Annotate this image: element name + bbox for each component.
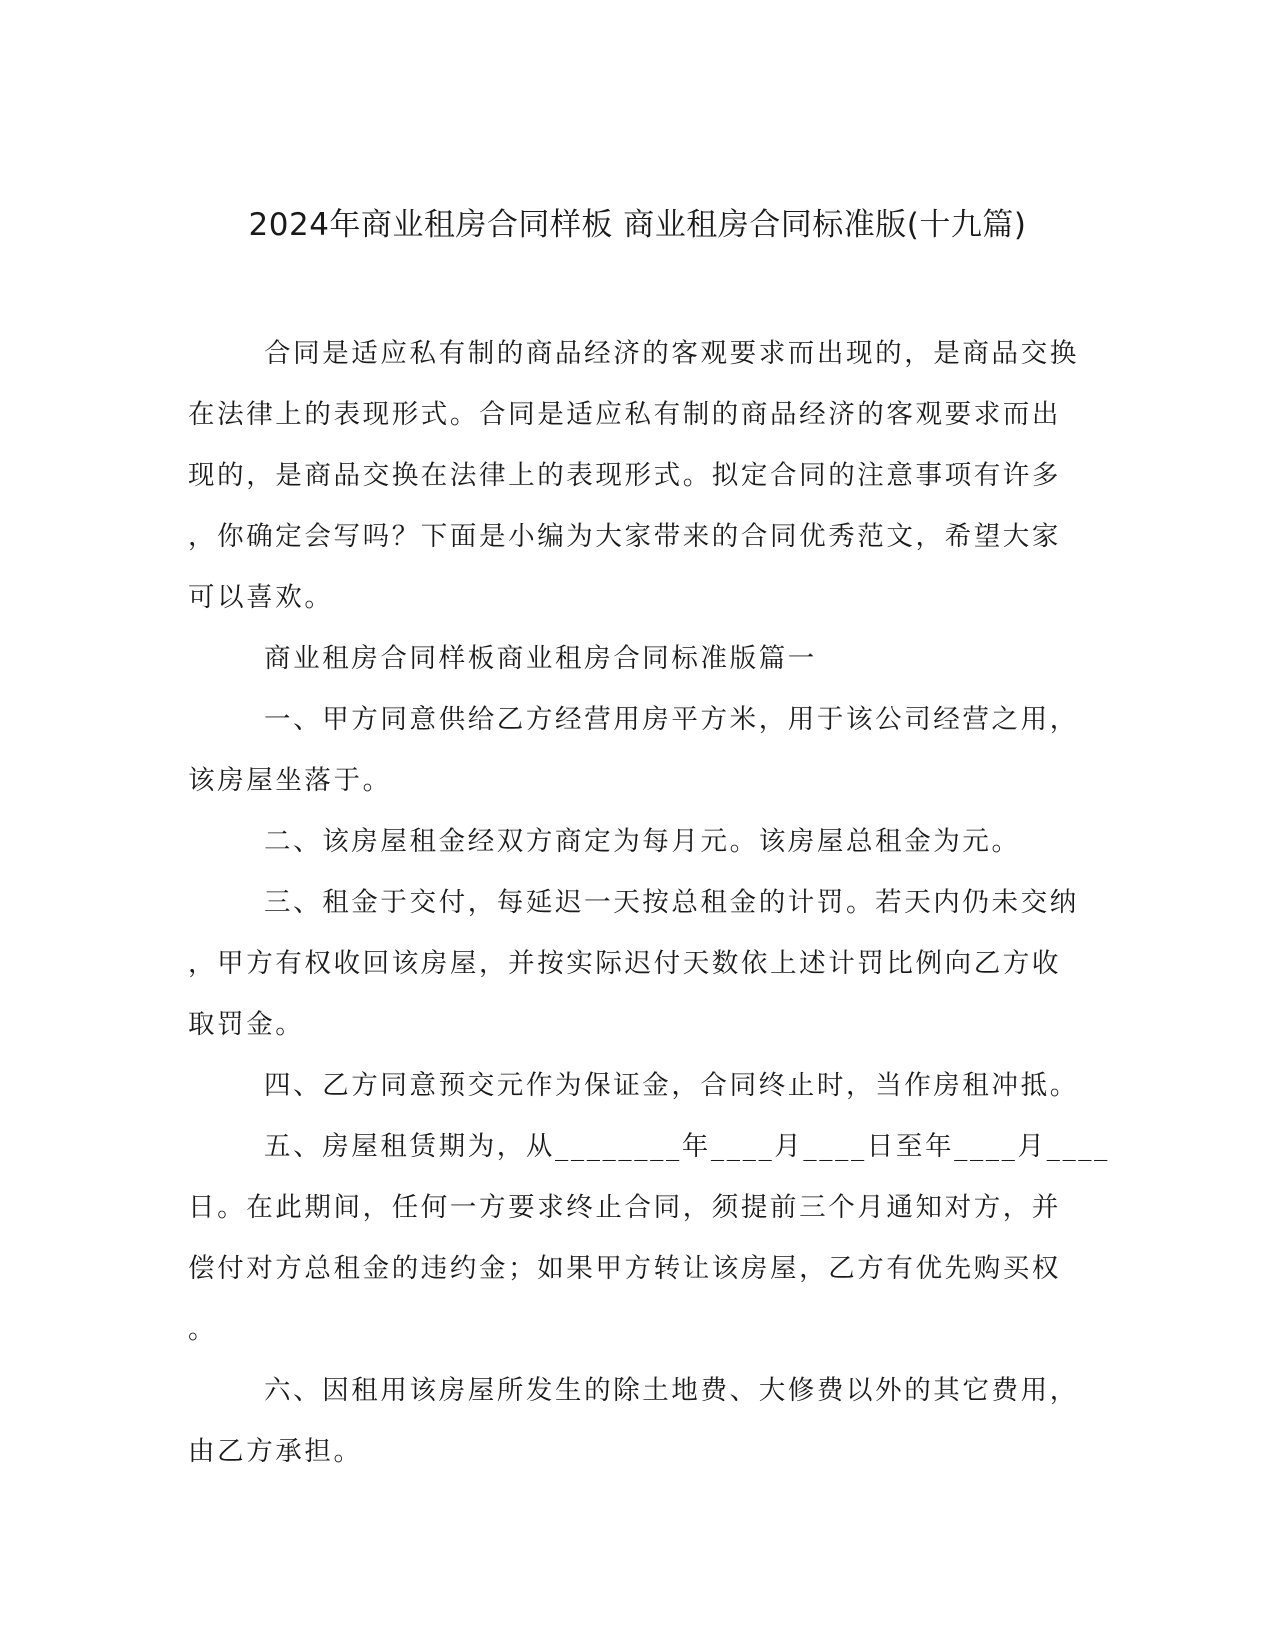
body-text-line: 合同是适应私有制的商品经济的客观要求而出现的，是商品交换 xyxy=(264,338,1079,369)
document-title: 2024年商业租房合同样板 商业租房合同标准版(十九篇) xyxy=(248,207,1027,243)
body-text-line: ，甲方有权收回该房屋，并按实际迟付天数依上述计罚比例向乙方收 xyxy=(188,948,1061,979)
body-text-line: 取罚金。 xyxy=(188,1009,305,1040)
body-text-line: 商业租房合同样板商业租房合同标准版篇一 xyxy=(264,643,817,674)
body-text-line: 现的，是商品交换在法律上的表现形式。拟定合同的注意事项有许多 xyxy=(188,460,1061,491)
body-text-line: 二、该房屋租金经双方商定为每月元。该房屋总租金为元。 xyxy=(264,826,1021,857)
body-text-line: 该房屋坐落于。 xyxy=(188,765,392,796)
body-text-line: ，你确定会写吗？下面是小编为大家带来的合同优秀范文，希望大家 xyxy=(188,521,1061,552)
body-text-line: 由乙方承担。 xyxy=(188,1436,363,1467)
body-text-line: 在法律上的表现形式。合同是适应私有制的商品经济的客观要求而出 xyxy=(188,399,1061,430)
body-text-line: 日。在此期间，任何一方要求终止合同，须提前三个月通知对方，并 xyxy=(188,1192,1061,1223)
body-text-line: 三、租金于交付，每延迟一天按总租金的计罚。若天内仍未交纳 xyxy=(264,887,1079,918)
body-text-line: 偿付对方总租金的违约金；如果甲方转让该房屋，乙方有优先购买权 xyxy=(188,1253,1061,1284)
body-text-line: 一、甲方同意供给乙方经营用房平方米，用于该公司经营之用， xyxy=(264,704,1079,735)
body-text-line: 五、房屋租赁期为，从________年____月____日至年____月____ xyxy=(264,1131,1110,1162)
document-body xyxy=(188,323,1110,1482)
body-text-line: 可以喜欢。 xyxy=(188,582,334,613)
body-text-line: 六、因租用该房屋所发生的除土地费、大修费以外的其它费用， xyxy=(264,1375,1079,1406)
body-text-line: 。 xyxy=(188,1314,218,1345)
body-text-line: 四、乙方同意预交元作为保证金，合同终止时，当作房租冲抵。 xyxy=(264,1070,1079,1101)
